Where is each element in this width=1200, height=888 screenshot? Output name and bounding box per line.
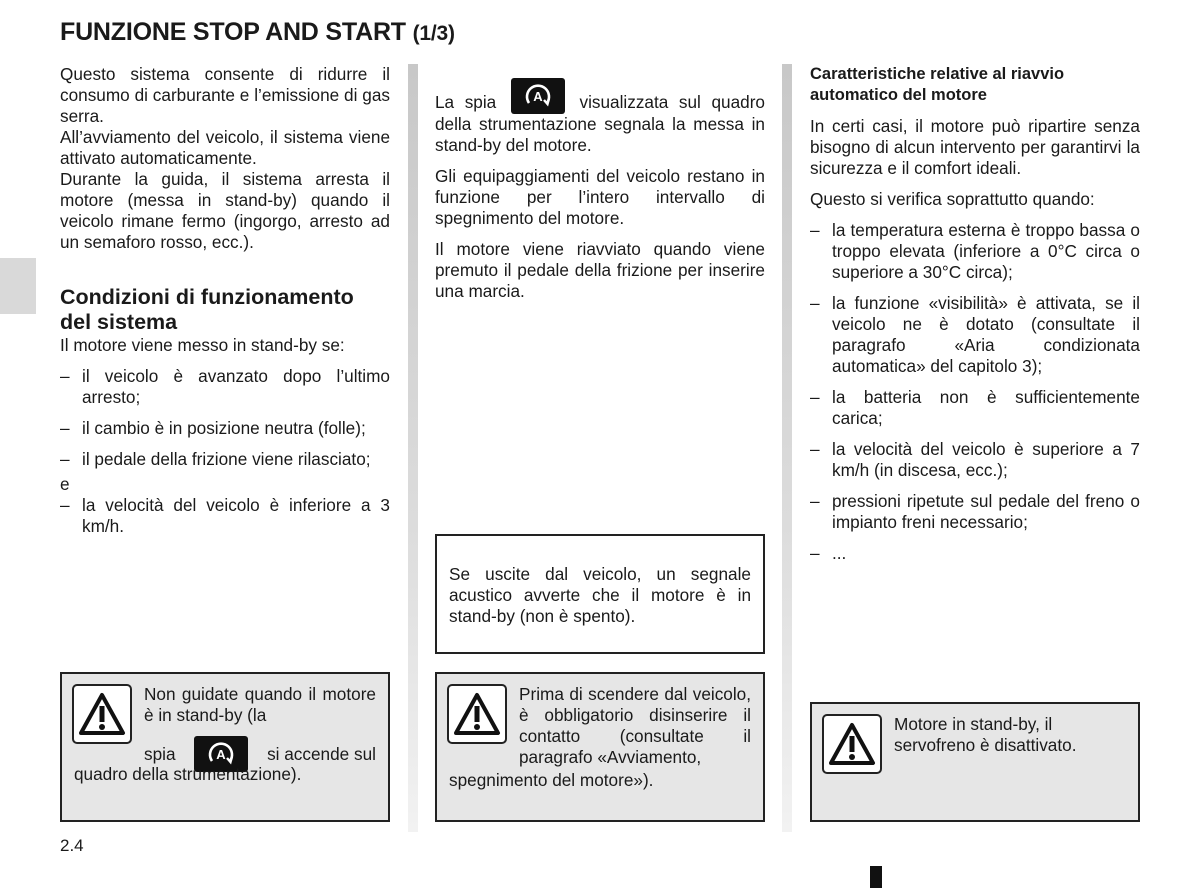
warning-text: Prima di scendere dal veicolo, è obbligatorio disinserire il contatto (consultate il paragrafo «Avviamento,	[519, 684, 751, 767]
list-item: – la funzione «visibilità» è attivata, se il veicolo ne è dotato (consultate il paragrafo «Aria condizionata automatica» del capitolo 3);	[810, 293, 1140, 376]
list-item: – la temperatura esterna è troppo bassa o troppo elevata (inferiore a 0°C circa o superiore a 30°C circa);	[810, 220, 1140, 282]
warning-triangle-icon	[822, 714, 882, 774]
list-item: – pressioni ripetute sul pedale del freno o impianto freni necessario;	[810, 491, 1140, 532]
warning-box	[810, 702, 1140, 822]
svg-text:A: A	[216, 747, 226, 762]
column-1	[60, 64, 390, 537]
list-item: – il veicolo è avanzato dopo l’ultimo arresto;	[60, 366, 390, 407]
list-item: – il pedale della frizione viene rilasciato;	[60, 449, 371, 469]
list-item: – ...	[810, 543, 847, 563]
intro-paragraph: All’avviamento del veicolo, il sistema viene attivato automaticamente.	[60, 127, 390, 168]
warning-spia-line: spia A si accende sul	[144, 736, 376, 772]
column-2	[435, 78, 765, 302]
list-conjunction: e	[60, 474, 70, 494]
note-text: Se uscite dal veicolo, un segnale acustico avverte che il motore è in stand-by (non è spento).	[449, 564, 751, 626]
intro-paragraph: Questo sistema consente di ridurre il consumo di carburante e l’emissione di gas serra.	[60, 64, 390, 126]
section-heading: Condizioni di funzionamento del sistema	[60, 285, 354, 334]
warning-box	[60, 672, 390, 822]
chapter-tab	[0, 258, 36, 314]
title-page-indicator: (1/3)	[412, 22, 455, 45]
page-title	[60, 18, 455, 47]
title-text: FUNZIONE STOP AND START	[60, 18, 406, 46]
list-item: – la velocità del veicolo è inferiore a 3 km/h.	[60, 495, 390, 536]
list-lead: Il motore viene messo in stand-by se:	[60, 335, 345, 355]
warning-text: quadro della strumentazione).	[74, 764, 302, 784]
page-number: 2.4	[60, 836, 84, 855]
auto-stop-indicator-icon	[511, 78, 565, 114]
column-divider-1	[408, 64, 418, 832]
warning-triangle-icon	[447, 684, 507, 744]
warning-text: Motore in stand-by, il servofreno è disattivato.	[894, 714, 1077, 755]
paragraph: In certi casi, il motore può ripartire senza bisogno di alcun intervento per garantirvi la sicurezza e il comfort ideali.	[810, 116, 1140, 178]
list-item: – la batteria non è sufficientemente carica;	[810, 387, 1140, 428]
warning-triangle-icon	[72, 684, 132, 744]
warning-box	[435, 672, 765, 822]
warning-text: Non guidate quando il motore è in stand-by (la	[144, 684, 376, 725]
list-item: – la velocità del veicolo è superiore a 7 km/h (in discesa, ecc.);	[810, 439, 1140, 480]
column-divider-2	[782, 64, 792, 832]
column-3	[810, 64, 1140, 564]
page-edge-marker	[870, 866, 882, 888]
note-box	[435, 534, 765, 654]
section-heading: Caratteristiche relative al riavvio automatico del motore	[810, 65, 1065, 104]
svg-text:A: A	[533, 89, 543, 104]
list-item: – il cambio è in posizione neutra (folle);	[60, 418, 366, 438]
list-lead: Questo si verifica soprattutto quando:	[810, 189, 1095, 209]
spia-paragraph: La spia A visualizzata sul quadro della strumentazione segnala la messa in stand-by del motore.	[435, 78, 765, 156]
paragraph: Gli equipaggiamenti del veicolo restano in funzione per l’intero intervallo di spegnimento del motore.	[435, 166, 765, 228]
paragraph: Il motore viene riavviato quando viene premuto il pedale della frizione per inserire una marcia.	[435, 239, 765, 301]
intro-paragraph: Durante la guida, il sistema arresta il motore (messa in stand-by) quando il veicolo rimane fermo (ingorgo, arresto ad un semaforo rosso, ecc.).	[60, 169, 390, 252]
warning-text: spegnimento del motore»).	[449, 770, 654, 790]
